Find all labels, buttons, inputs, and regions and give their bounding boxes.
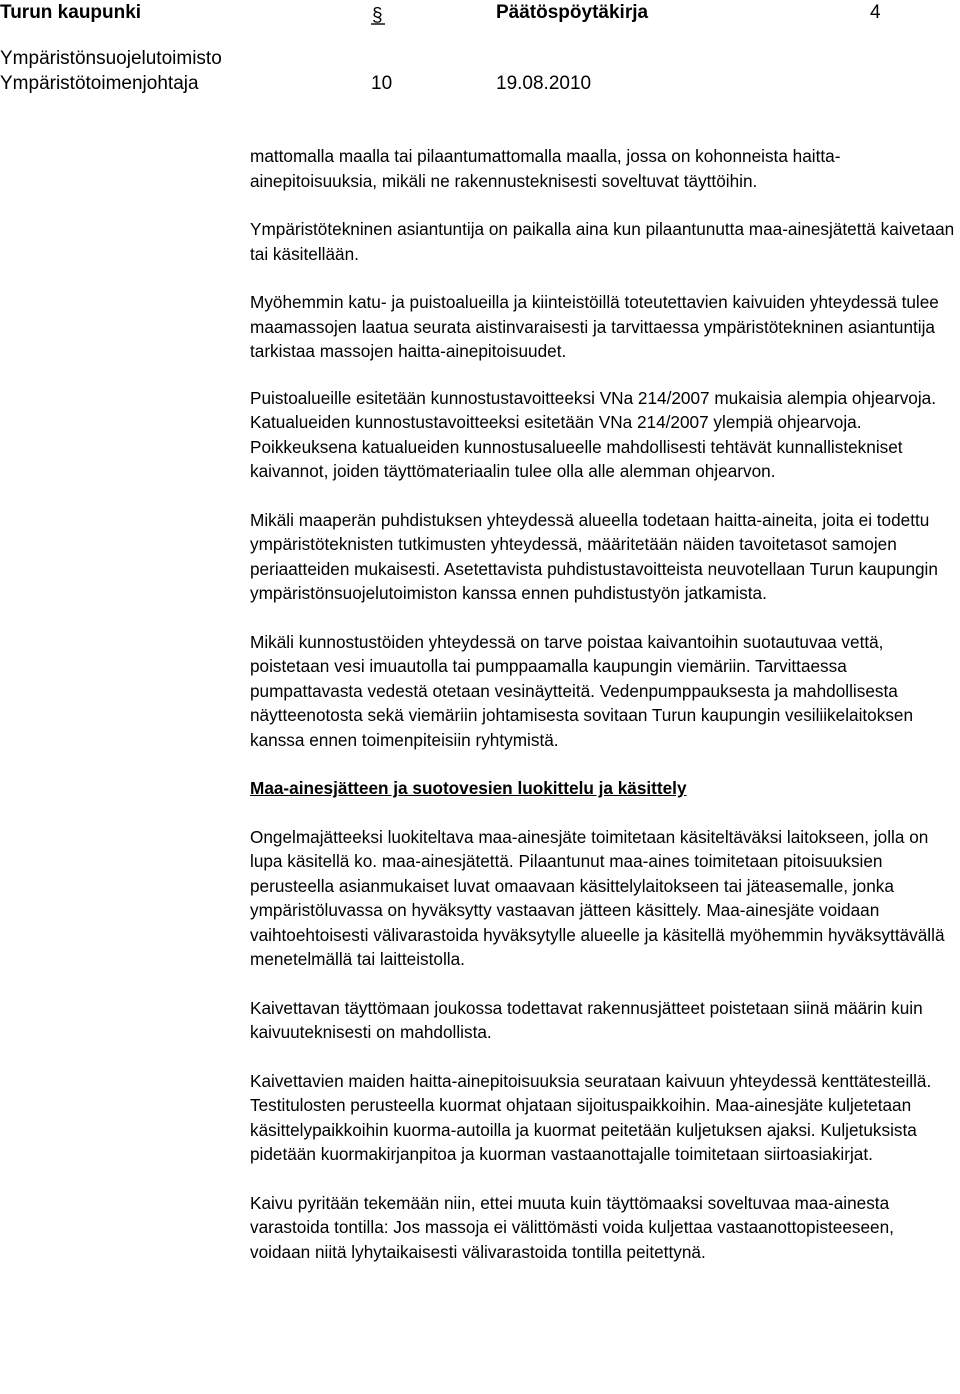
- paragraph: Mikäli kunnostustöiden yhteydessä on tarve poistaa kaivantoihin suotautuvaa vettä, poistetaan vesi imuautolla tai pumppaamalla kaupungin viemäriin. Tarvittaessa pumpattavasta vedestä otetaan vesinäytteitä. Vedenpumppauksesta ja mahdollisesta näytteenotosta sekä viemäriin johtamisesta sovitaan Turun kaupungin vesiliikelaitoksen kanssa ennen toimenpiteisiin ryhtymistä.: [250, 631, 914, 750]
- paragraph: Myöhemmin katu- ja puistoalueilla ja kiinteistöillä toteutettavien kaivuiden yhteydessä tulee maamassojen laatua seurata aistinvaraisesti ja tarvittaessa ympäristötekninen asiantuntija tarkistaa massojen haitta-ainepitoisuudet.: [250, 292, 939, 361]
- section-heading: Maa-ainesjätteen ja suotovesien luokittelu ja käsittely: [250, 778, 687, 798]
- official-title: Ympäristötoimenjohtaja: [0, 73, 199, 94]
- document-body: [250, 144, 956, 1288]
- paragraph: Mikäli maaperän puhdistuksen yhteydessä alueella todetaan haitta-aineita, joita ei todettu ympäristöteknisten tutkimusten yhteydessä, määritetään näiden tavoitetasot samojen periaatteiden mukaisesti. Asetettavista puhdistustavoitteista neuvotellaan Turun kaupungin ympäristönsuojelutoimiston kanssa ennen puhdistustyön jatkamista.: [250, 509, 938, 603]
- svg-text:§: §: [372, 5, 383, 25]
- page-number: 4: [870, 2, 881, 23]
- item-number: 10: [371, 73, 393, 94]
- paragraph: Kaivettavan täyttömaan joukossa todettavat rakennusjätteet poistetaan siinä määrin kuin kaivuuteknisesti on mahdollista.: [250, 997, 923, 1042]
- paragraph: mattomalla maalla tai pilaantumattomalla maalla, jossa on kohonneista haitta-ainepitoisuuksia, mikäli ne rakennusteknisesti soveltuvat täyttöihin.: [250, 146, 841, 191]
- section-mark-icon: [371, 3, 385, 25]
- organization-name: Turun kaupunki: [0, 2, 142, 23]
- meeting-date: 19.08.2010: [496, 73, 592, 94]
- paragraph: Ongelmajätteeksi luokiteltava maa-ainesjäte toimitetaan käsiteltäväksi laitokseen, jolla on lupa käsitellä ko. maa-ainesjätettä. Pilaantunut maa-aines toimitetaan pitoisuuksien perusteella asianmukaiset luvat omaavaan käsittelylaitokseen tai jäteasemalle, jonka ympäristöluvassa on hyväksytty vastaavan jätteen käsittely. Maa-ainesjäte voidaan vaihtoehtoisesti välivarastoida hyväksytylle alueelle ja käsitellä myöhemmin hyväksyttävällä menetelmällä tai laitteistolla.: [250, 826, 945, 969]
- department-name: Ympäristönsuojelutoimisto: [0, 48, 222, 69]
- document-header: [0, 0, 960, 100]
- paragraph: Kaivettavien maiden haitta-ainepitoisuuksia seurataan kaivuun yhteydessä kenttätesteillä. Testitulosten perusteella kuormat ohjataan sijoituspaikkoihin. Maa-ainesjäte kuljetetaan käsittelypaikkoihin kuorma-autoilla ja kuormat peitetään kuljetuksen ajaksi. Kuljetuksista pidetään kuormakirjanpitoa ja kuorman vastaanottajalle toimitetaan siirtoasiakirjat.: [250, 1070, 932, 1164]
- paragraph: Puistoalueille esitetään kunnostustavoitteeksi VNa 214/2007 mukaisia alempia ohjearvoja. Katualueiden kunnostustavoitteeksi esitetään VNa 214/2007 ylempiä ohjearvoja. Poikkeuksena katualueiden kunnostusalueelle mahdollisesti tehtävät kunnallistekniset kaivannot, joiden täyttömateriaalin tulee olla alle alemman ohjearvon.: [250, 387, 937, 481]
- document-type: Päätöspöytäkirja: [496, 2, 649, 23]
- paragraph: Ympäristötekninen asiantuntija on paikalla aina kun pilaantunutta maa-ainesjätettä kaivetaan tai käsitellään.: [250, 219, 955, 264]
- paragraph: Kaivu pyritään tekemään niin, ettei muuta kuin täyttömaaksi soveltuvaa maa-ainesta varastoida tontilla: Jos massoja ei välittömästi voida kuljettaa vastaanottopisteeseen, voidaan niitä lyhytaikaisesti välivarastoida tontilla peitettynä.: [250, 1192, 894, 1262]
